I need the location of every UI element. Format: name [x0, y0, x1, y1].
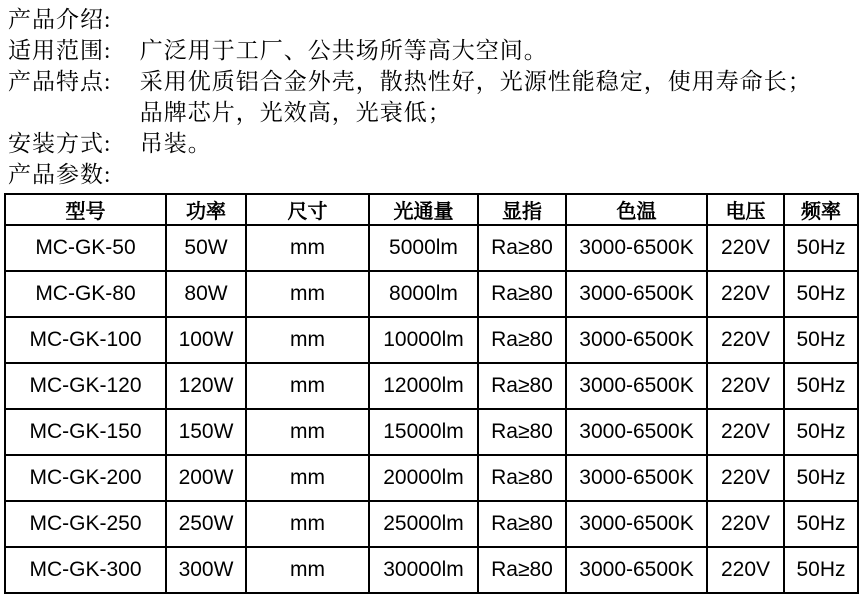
cell-voltage: 220V — [707, 547, 784, 593]
cell-luminous-flux: 5000lm — [369, 225, 478, 271]
cell-color-temperature: 3000-6500K — [566, 409, 707, 455]
cell-voltage: 220V — [707, 455, 784, 501]
cell-luminous-flux: 8000lm — [369, 271, 478, 317]
cell-size: mm — [246, 363, 369, 409]
cell-power: 250W — [166, 501, 246, 547]
cell-frequency: 50Hz — [784, 225, 858, 271]
cell-size: mm — [246, 501, 369, 547]
cell-color-temperature: 3000-6500K — [566, 225, 707, 271]
cell-cri: Ra≥80 — [478, 547, 566, 593]
cell-model: MC-GK-300 — [5, 547, 166, 593]
intro-line-scope — [8, 35, 860, 66]
cell-color-temperature: 3000-6500K — [566, 317, 707, 363]
cell-luminous-flux: 10000lm — [369, 317, 478, 363]
intro-line-features — [8, 66, 860, 97]
cell-power: 50W — [166, 225, 246, 271]
cell-luminous-flux: 15000lm — [369, 409, 478, 455]
cell-power: 300W — [166, 547, 246, 593]
cell-frequency: 50Hz — [784, 455, 858, 501]
intro-label: 适用范围: — [8, 38, 112, 63]
cell-frequency: 50Hz — [784, 363, 858, 409]
cell-cri: Ra≥80 — [478, 317, 566, 363]
cell-model: MC-GK-50 — [5, 225, 166, 271]
header-cri: 显指 — [478, 194, 566, 225]
cell-power: 80W — [166, 271, 246, 317]
cell-cri: Ra≥80 — [478, 363, 566, 409]
cell-color-temperature: 3000-6500K — [566, 363, 707, 409]
spec-table-row — [5, 501, 858, 547]
cell-voltage: 220V — [707, 363, 784, 409]
cell-cri: Ra≥80 — [478, 501, 566, 547]
cell-luminous-flux: 12000lm — [369, 363, 478, 409]
cell-model: MC-GK-100 — [5, 317, 166, 363]
cell-voltage: 220V — [707, 271, 784, 317]
cell-size: mm — [246, 317, 369, 363]
intro-line-product-intro — [8, 4, 860, 35]
cell-cri: Ra≥80 — [478, 409, 566, 455]
cell-size: mm — [246, 409, 369, 455]
cell-voltage: 220V — [707, 317, 784, 363]
cell-cri: Ra≥80 — [478, 455, 566, 501]
cell-model: MC-GK-120 — [5, 363, 166, 409]
cell-color-temperature: 3000-6500K — [566, 547, 707, 593]
cell-cri: Ra≥80 — [478, 225, 566, 271]
cell-voltage: 220V — [707, 409, 784, 455]
cell-luminous-flux: 30000lm — [369, 547, 478, 593]
cell-size: mm — [246, 271, 369, 317]
spec-table-header-row — [5, 194, 858, 225]
cell-frequency: 50Hz — [784, 547, 858, 593]
cell-cri: Ra≥80 — [478, 271, 566, 317]
intro-line-installation — [8, 128, 860, 159]
header-power: 功率 — [166, 194, 246, 225]
intro-label: 安装方式: — [8, 131, 112, 156]
intro-content: 广泛用于工厂、公共场所等高大空间。 — [139, 38, 548, 63]
spec-table-row — [5, 409, 858, 455]
cell-frequency: 50Hz — [784, 501, 858, 547]
spec-table-row — [5, 455, 858, 501]
spec-table-row — [5, 271, 858, 317]
cell-model: MC-GK-250 — [5, 501, 166, 547]
cell-color-temperature: 3000-6500K — [566, 455, 707, 501]
cell-model: MC-GK-80 — [5, 271, 166, 317]
header-color-temperature: 色温 — [566, 194, 707, 225]
intro-label: 产品参数: — [8, 162, 112, 187]
cell-frequency: 50Hz — [784, 317, 858, 363]
intro-content: 采用优质铝合金外壳，散热性好，光源性能稳定，使用寿命长； — [139, 69, 812, 94]
cell-power: 150W — [166, 409, 246, 455]
header-luminous-flux: 光通量 — [369, 194, 478, 225]
intro-content: 吊装。 — [139, 131, 212, 156]
spec-table-row — [5, 363, 858, 409]
header-model: 型号 — [5, 194, 166, 225]
cell-frequency: 50Hz — [784, 271, 858, 317]
intro-line-parameters-title — [8, 159, 860, 190]
cell-size: mm — [246, 455, 369, 501]
cell-frequency: 50Hz — [784, 409, 858, 455]
cell-power: 200W — [166, 455, 246, 501]
cell-power: 120W — [166, 363, 246, 409]
cell-luminous-flux: 25000lm — [369, 501, 478, 547]
spec-table-row — [5, 547, 858, 593]
cell-model: MC-GK-200 — [5, 455, 166, 501]
spec-table-row — [5, 225, 858, 271]
header-frequency: 频率 — [784, 194, 858, 225]
cell-size: mm — [246, 547, 369, 593]
intro-content: 品牌芯片，光效高，光衰低； — [139, 100, 452, 125]
header-voltage: 电压 — [707, 194, 784, 225]
cell-color-temperature: 3000-6500K — [566, 501, 707, 547]
cell-model: MC-GK-150 — [5, 409, 166, 455]
spec-table — [4, 193, 859, 594]
cell-voltage: 220V — [707, 225, 784, 271]
cell-power: 100W — [166, 317, 246, 363]
cell-color-temperature: 3000-6500K — [566, 271, 707, 317]
product-description — [0, 0, 860, 190]
intro-line-features-cont — [8, 97, 860, 128]
cell-voltage: 220V — [707, 501, 784, 547]
spec-table-row — [5, 317, 858, 363]
header-size: 尺寸 — [246, 194, 369, 225]
cell-size: mm — [246, 225, 369, 271]
intro-label: 产品介绍: — [8, 7, 112, 32]
spec-table-body — [5, 225, 858, 593]
intro-label: 产品特点: — [8, 69, 112, 94]
cell-luminous-flux: 20000lm — [369, 455, 478, 501]
